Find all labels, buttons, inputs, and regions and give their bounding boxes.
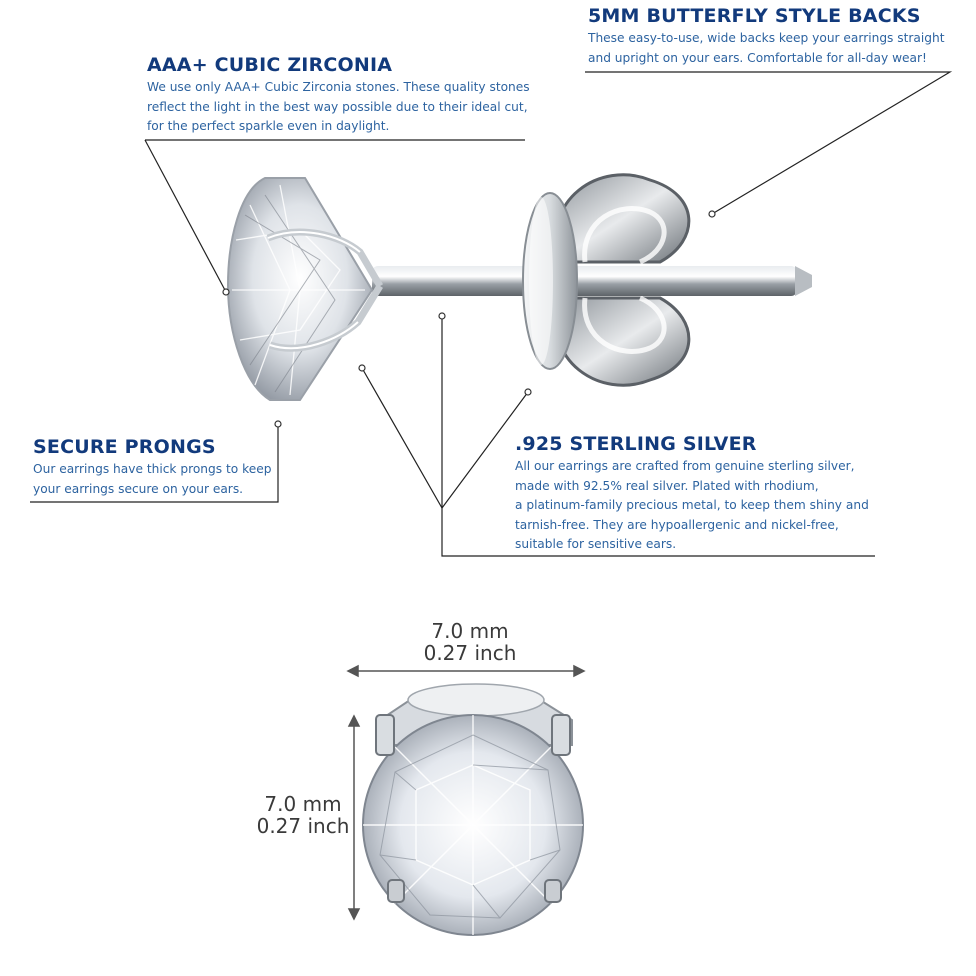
backs-description: These easy-to-use, wide backs keep your earrings straight and upright on your ears. Comfortable for all-day wear! (588, 31, 945, 65)
zirconia-heading: AAA+ CUBIC ZIRCONIA (147, 54, 393, 76)
side-view-earring (228, 175, 812, 400)
backs-callout (588, 5, 945, 68)
zirconia-description: We use only AAA+ Cubic Zirconia stones. These quality stones reflect the light in the best way possible due to their ideal cut, for the perfect sparkle even in daylight. (147, 80, 530, 133)
top-view-earring (363, 684, 583, 935)
silver-heading: .925 STERLING SILVER (515, 433, 757, 455)
silver-description: All our earrings are crafted from genuine sterling silver, made with 92.5% real silver. Plated with rhodium, a platinum-family precious metal, to keep them shiny and tarnish-free. They are hypoallergenic and nickel-free, suitable for sensitive ears. (515, 459, 869, 551)
zirconia-callout (147, 54, 530, 137)
prongs-heading: SECURE PRONGS (33, 436, 216, 458)
earring-post (372, 266, 797, 296)
width-label: 7.0 mm 0.27 inch (423, 619, 517, 665)
prongs-callout (33, 436, 271, 499)
prongs-description: Our earrings have thick prongs to keep your earrings secure on your ears. (33, 462, 272, 496)
silver-callout (515, 433, 869, 555)
top-prong-right (552, 715, 570, 755)
top-prong-left (376, 715, 394, 755)
post-tip (795, 266, 812, 296)
backs-heading: 5MM BUTTERFLY STYLE BACKS (588, 5, 921, 27)
height-label: 7.0 mm 0.27 inch (256, 792, 350, 838)
